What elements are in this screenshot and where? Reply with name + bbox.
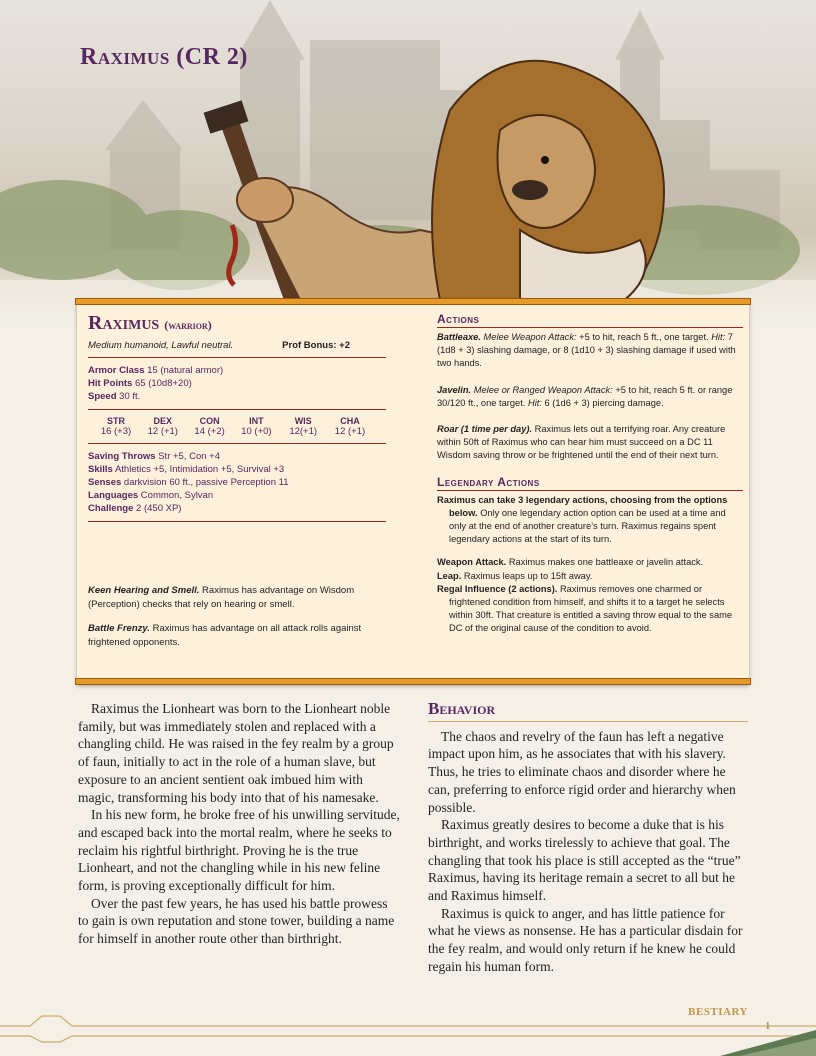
legendary-weapon-attack: Weapon Attack. Raximus makes one battleaxe or javelin attack. [437, 557, 704, 568]
ability-con: CON 14 (+2) [194, 416, 225, 437]
trait-battle-frenzy: Battle Frenzy. Raximus has advantage on all attack rolls against frightened opponents. [88, 623, 362, 648]
paragraph: Raximus the Lionheart was born to the Lionheart noble family, but was immediately stolen and replaced with a changling child. He was raised in the fey realm by a group of faun, initially to act in the role of a human slave, but exposure to an ancient sentient oak imbued him with magic, transforming his body into that of his namesake. [78, 701, 394, 805]
ability-scores [88, 416, 378, 437]
trait-keen-hearing: Keen Hearing and Smell. Raximus has advantage on Wisdom (Perception) checks that rely on hearing or smell. [88, 585, 355, 610]
ability-wis: WIS 12(+1) [289, 416, 318, 437]
stat-block-right-column [437, 312, 743, 636]
actions-heading: Actions [437, 312, 743, 328]
creature-tag: (warrior) [164, 318, 212, 332]
body-left-column [78, 700, 400, 948]
creature-name [88, 312, 388, 336]
paragraph: Over the past few years, he has used his battle prowess to gain is own reputation and stone tower, building a name for himself in another route other than birthright. [78, 895, 395, 947]
creature-name-text: Raximus [88, 312, 160, 334]
page-title: Raximus (CR 2) [80, 44, 248, 70]
paragraph: Raximus is quick to anger, and has little patience for what he views as nonsense. He has a particular disdain for the fey realm, and would only return if he knew he could regain his human form. [428, 905, 743, 974]
header-illustration [0, 0, 816, 330]
stat-block-bottom-bar [75, 678, 751, 685]
legendary-regal-influence: Regal Influence (2 actions). Raximus removes one charmed or frightened condition from himself, and shifts it to a target he selects within 30ft. That creature is entitled a saving throw equal to the same DC of the original cause of the condition to avoid. [437, 583, 733, 634]
paragraph: Raximus greatly desires to become a duke that is his birthright, and works tirelessly to achieve that goal. The changling that took his place is still accepted as the “true” Raximus, having its heritage remain a secret to all but he and Raximus himself. [428, 817, 741, 904]
ability-str: STR 16 (+3) [100, 416, 132, 437]
page-number: 1 [765, 1020, 771, 1032]
hit-points: Hit Points 65 (10d8+20) [88, 378, 192, 389]
action-javelin: Javelin. Melee or Ranged Weapon Attack: +5 to hit, reach 5 ft. or range 30/120 ft., one target. Hit: 6 (1d6 + 3) piercing damage. [437, 384, 733, 408]
body-right-column [428, 700, 748, 976]
senses: Senses darkvision 60 ft., passive Perception 11 [88, 477, 289, 488]
creature-meta [88, 340, 350, 351]
creature-type: Medium humanoid, Lawful neutral. [88, 340, 234, 351]
legendary-intro: Raximus can take 3 legendary actions, choosing from the options below. Only one legendary action option can be used at a time and only at the end of another creature’s turn. Raximus regains spent legendary actions at the start of its turn. [437, 494, 728, 545]
saving-throws: Saving Throws Str +5, Con +4 [88, 451, 221, 462]
footer-ornament [0, 1012, 816, 1056]
action-battleaxe: Battleaxe. Melee Weapon Attack: +5 to hit, reach 5 ft., one target. Hit: 7 (1d8 + 3) slashing damage, or 8 (1d10 + 3) slashing damage if used with two hands. [437, 332, 736, 369]
stat-block-left-column [88, 312, 388, 650]
legendary-leap: Leap. Raximus leaps up to 15ft away. [437, 570, 593, 581]
divider [88, 443, 386, 444]
divider [88, 521, 386, 522]
ability-cha: CHA 12 (+1) [334, 416, 366, 437]
ability-int: INT 10 (+0) [241, 416, 272, 437]
ability-dex: DEX 12 (+1) [147, 416, 178, 437]
paragraph: The chaos and revelry of the faun has left a negative impact upon him, as he associates that with his slavery. Thus, he tries to eliminate chaos and disorder where he can, preferring to enforce rigid order and hierarchy when possible. [428, 728, 736, 815]
divider [88, 409, 386, 410]
speed: Speed 30 ft. [88, 391, 141, 402]
prof-bonus: Prof Bonus: +2 [282, 340, 350, 351]
footer-section-label: BESTIARY [688, 1006, 748, 1018]
skills: Skills Athletics +5, Intimidation +5, Survival +3 [88, 464, 285, 475]
legendary-actions-heading: Legendary Actions [437, 475, 743, 491]
action-roar: Roar (1 time per day). Raximus lets out a terrifying roar. Any creature within 50ft of Raximus who can hear him must succeed on a DC 11 Wisdom saving throw or be frightened until the end of their next turn. [437, 424, 726, 461]
languages: Languages Common, Sylvan [88, 490, 214, 501]
behavior-heading: Behavior [428, 700, 748, 722]
challenge: Challenge 2 (450 XP) [88, 503, 182, 514]
stat-block-top-bar [75, 298, 751, 305]
armor-class: Armor Class 15 (natural armor) [88, 365, 224, 376]
paragraph: In his new form, he broke free of his unwilling servitude, and escaped back into the mortal realm, where he seeks to reclaim his rightful birthright. Proving he is the true Lionheart, and not the changling while in his new feline form, is proving exceptionally difficult for him. [78, 807, 400, 894]
divider [88, 357, 386, 358]
